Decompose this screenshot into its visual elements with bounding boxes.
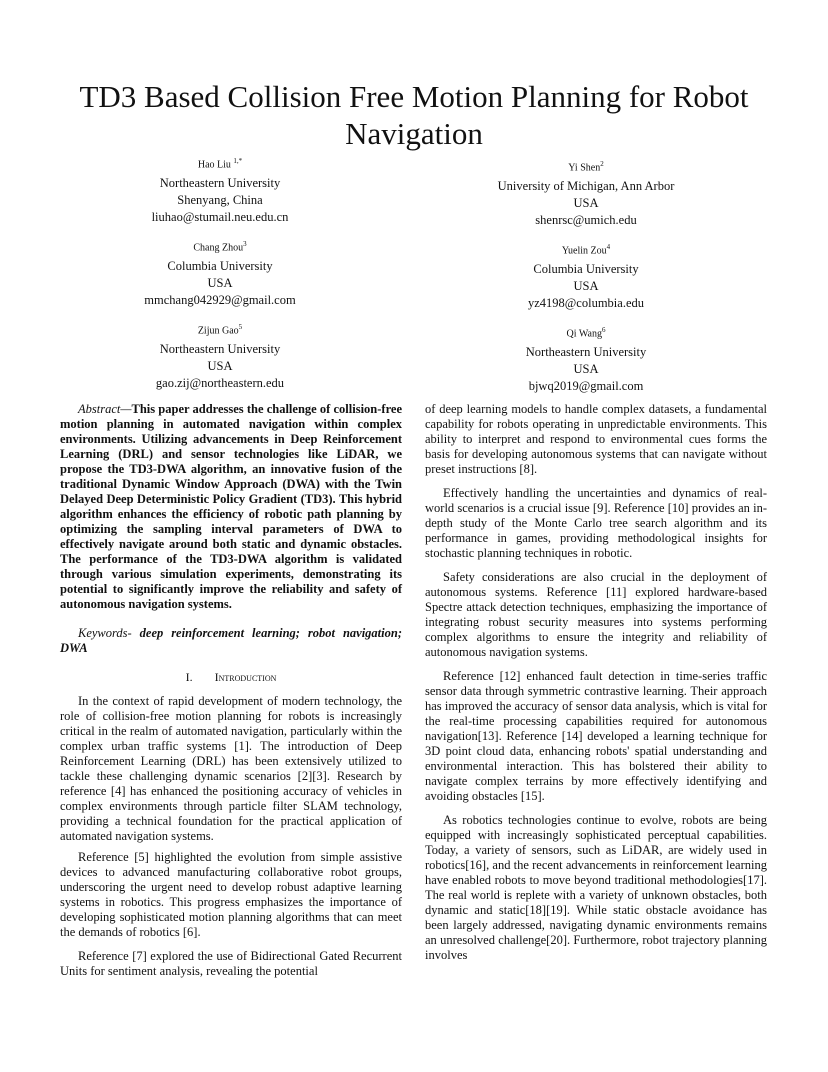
author-location: USA: [573, 196, 599, 211]
abstract-label: Abstract—: [78, 402, 132, 416]
author-block-4: [496, 241, 676, 312]
author-block-6: [496, 324, 676, 395]
paper-title: TD3 Based Collision Free Motion Planning for Robot Navigation: [79, 79, 749, 151]
author-name: Hao Liu: [197, 159, 231, 171]
author-affiliation: Columbia University: [533, 262, 639, 277]
keywords-label: Keywords-: [78, 626, 132, 640]
keywords: [60, 626, 402, 656]
author-block-1: [130, 155, 310, 226]
keywords-text: deep reinforcement learning; robot navigation; DWA: [60, 626, 402, 655]
author-sup: 2: [600, 160, 604, 168]
body-paragraph: As robotics technologies continue to evolve, robots are being equipped with increasingly sophisticated perceptual capabilities. Today, a variety of sensors, such as LiDAR, are widely used in robotics[16], and the recent advancements in reinforcement learning have enabled robots to move beyond traditional methodologies[17]. The real world is replete with a variety of unknown obstacles, both dynamic and static[18][19]. While static obstacle avoidance has been largely addressed, navigating dynamic environments remains an unresolved challenge[20]. Furthermore, robot trajectory planning involves: [425, 813, 767, 962]
author-email: liuhao@stumail.neu.edu.cn: [151, 210, 289, 225]
author-affiliation: Northeastern University: [159, 176, 281, 191]
section-title: Introduction: [214, 670, 277, 684]
body-paragraph-continued: of deep learning models to handle complex datasets, a fundamental capability for robots operating in unpredictable environments. This ability to interpret and respond to environmental cues forms the basis for developing autonomous systems that can navigate without preset instructions [8].: [425, 402, 767, 476]
author-block-3: [130, 238, 310, 309]
abstract-text: This paper addresses the challenge of collision-free motion planning in automated navigation within complex environments. Utilizing advancements in Deep Reinforcement Learning (DRL) and sensor technologies like LiDAR, we propose the TD3-DWA algorithm, an innovative fusion of the traditional Dynamic Window Approach (DWA) with the Twin Delayed Deep Deterministic Policy Gradient (TD3). This hybrid algorithm enhances the efficiency of robotic path planning by optimizing the sampling interval parameters of DWA to effectively navigate around both static and dynamic obstacles. The performance of the TD3-DWA algorithm is validated through various simulation experiments, demonstrating its potential to significantly improve the reliability and safety of autonomous navigation systems.: [60, 402, 402, 611]
right-column: [425, 402, 767, 972]
author-email: yz4198@columbia.edu: [528, 296, 644, 311]
author-sup: 5: [238, 323, 243, 331]
author-location: USA: [207, 276, 233, 291]
abstract: [60, 402, 402, 612]
author-name: Qi Wang: [566, 328, 602, 340]
author-block-2: [466, 158, 706, 229]
body-paragraph: Reference [5] highlighted the evolution from simple assistive devices to advanced manufacturing collaborative robot groups, underscoring the urgent need to develop robust adaptive learning systems in robotics. This progress emphasizes the importance of developing sophisticated motion planning algorithms that can meet the demands of robotics [6].: [60, 850, 402, 939]
left-column: [60, 402, 402, 988]
section-heading: [60, 670, 402, 685]
section-number: I.: [185, 670, 193, 684]
author-email: bjwq2019@gmail.com: [528, 379, 644, 394]
author-affiliation: Northeastern University: [159, 342, 281, 357]
author-sup: 1,*: [233, 157, 243, 165]
body-paragraph: Reference [12] enhanced fault detection in time-series traffic sensor data through symmetric contrastive learning. Their approach has improved the accuracy of sensor data analysis, which is vital for the real-time processing capabilities required for autonomous navigation[13]. Reference [14] developed a learning technique for 3D point cloud data, enhancing robots' spatial understanding and environmental interaction. This has bolstered their ability to navigate complex terrains by more effectively identifying and avoiding obstacles [15].: [425, 669, 767, 803]
author-email: gao.zij@northeastern.edu: [155, 376, 285, 391]
author-block-5: [130, 321, 310, 392]
author-location: Shenyang, China: [177, 193, 263, 208]
body-paragraph: Safety considerations are also crucial in the deployment of autonomous systems. Reference [11] explored hardware-based Spectre attack detection techniques, emphasizing the importance of integrating robust security measures into systems performing complex algorithms to ensure the integrity and reliability of autonomous navigation systems.: [425, 570, 767, 659]
author-sup: 6: [601, 326, 606, 334]
author-affiliation: University of Michigan, Ann Arbor: [497, 179, 675, 194]
author-location: USA: [573, 279, 599, 294]
body-paragraph: Reference [7] explored the use of Bidirectional Gated Recurrent Units for sentiment analysis, revealing the potential: [60, 949, 402, 978]
author-affiliation: Columbia University: [167, 259, 273, 274]
author-location: USA: [207, 359, 233, 374]
author-email: mmchang042929@gmail.com: [144, 293, 296, 308]
author-name: Yuelin Zou: [561, 245, 607, 257]
author-sup: 3: [243, 240, 247, 248]
author-name: Zijun Gao: [197, 325, 239, 337]
author-email: shenrsc@umich.edu: [535, 213, 637, 228]
author-name: Yi Shen: [568, 162, 601, 174]
author-name: Chang Zhou: [193, 242, 244, 254]
author-location: USA: [573, 362, 599, 377]
body-paragraph: In the context of rapid development of modern technology, the role of collision-free motion planning for robots is increasingly critical in the realm of automated navigation, particularly within the complex urban traffic systems [1]. The introduction of Deep Reinforcement Learning (DRL) has been extensively utilized to tackle these challenging dynamic scenarios [2][3]. Research by reference [4] has enhanced the positioning accuracy of vehicles in complex environments through particle filter SLAM technology, providing a technical foundation for the practical application of automated navigation systems.: [60, 694, 402, 843]
author-sup: 4: [606, 243, 611, 251]
author-affiliation: Northeastern University: [525, 345, 647, 360]
body-paragraph: Effectively handling the uncertainties and dynamics of real-world scenarios is a crucial issue [9]. Reference [10] provides an in-depth study of the Monte Carlo tree search algorithm and its performance in games, providing methodological insights for stochastic planning techniques in robotic.: [425, 486, 767, 560]
